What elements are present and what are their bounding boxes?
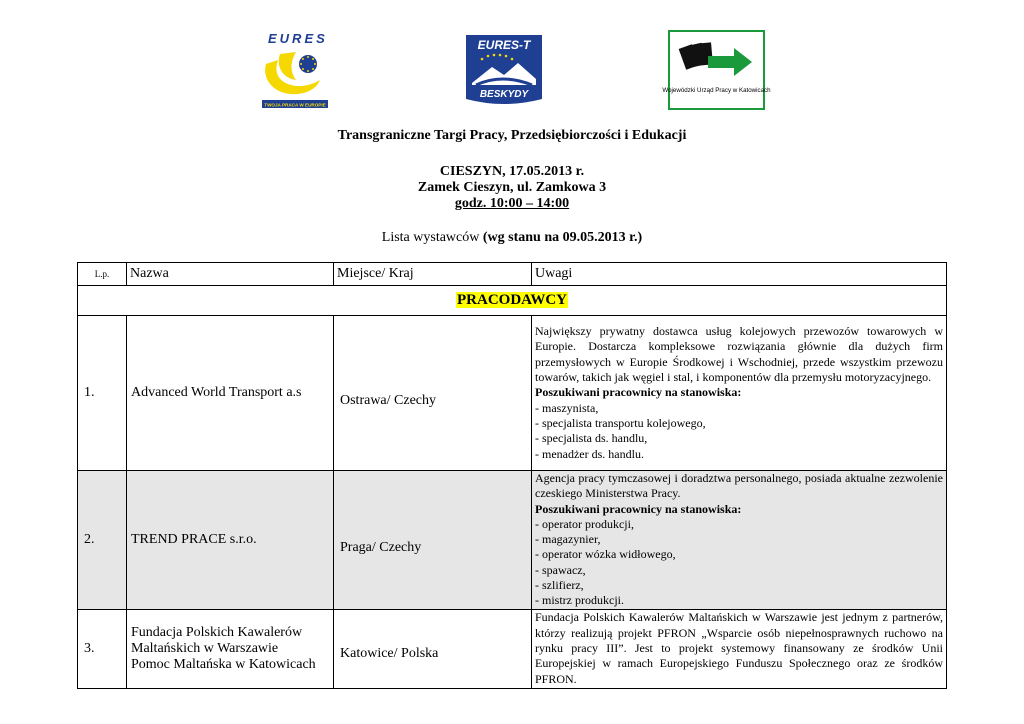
jobs-heading: Poszukiwani pracownicy na stanowiska: [535, 385, 742, 400]
exhibitor-place: Praga/ Czechy [334, 471, 532, 610]
job-item: - operator wózka widłowego, [535, 547, 676, 562]
row-number: 2. [78, 471, 127, 610]
event-hours [0, 196, 1024, 212]
job-item: - operator produkcji, [535, 516, 634, 531]
list-caption [0, 230, 1024, 246]
job-item: - specjalista ds. handlu, [535, 431, 648, 446]
job-item: - maszynista, [535, 400, 599, 415]
list-label: Lista wystawców [381, 230, 480, 245]
exhibitor-description: Agencja pracy tymczasowej i doradztwa personalnego, posiada aktualne zezwolenie czeskiego Ministerstwa Pracy. [535, 471, 943, 501]
exhibitor-notes [532, 316, 947, 471]
section-title: PRACODAWCY [457, 292, 567, 308]
table-row [78, 609, 947, 688]
eures-t-beskydy-logo [462, 33, 546, 107]
table-header-row [78, 263, 947, 286]
job-item: - mistrz produkcji. [535, 593, 624, 608]
column-header-name: Nazwa [127, 263, 334, 286]
job-item: - magazynier, [535, 532, 601, 547]
exhibitor-name: TREND PRACE s.r.o. [127, 471, 334, 610]
wup-katowice-logo [662, 30, 771, 110]
exhibitor-place: Ostrawa/ Czechy [334, 316, 532, 471]
jobs-heading: Poszukiwani pracownicy na stanowiska: [535, 501, 742, 516]
list-status: (wg stanu na 09.05.2013 r.) [482, 230, 643, 245]
row-number: 3. [78, 609, 127, 688]
eures-t-logo-text: EURES-T [477, 38, 531, 52]
exhibitor-notes [532, 609, 947, 688]
table-row [78, 471, 947, 610]
column-header-place: Miejsce/ Kraj [334, 263, 532, 286]
eures-logo-tagline: TWOJA PRACA W EUROPIE [264, 102, 326, 108]
column-header-notes: Uwagi [532, 263, 947, 286]
row-number: 1. [78, 316, 127, 471]
exhibitor-notes [532, 471, 947, 610]
eures-logo [260, 30, 330, 110]
exhibitor-name-line: Pomoc Maltańska w Katowicach [131, 656, 316, 672]
exhibitor-name-line: Maltańskich w Warszawie [131, 640, 279, 656]
wup-logo-text: Wojewódzki Urząd Pracy w Katowicach [662, 87, 771, 94]
job-item: - menadżer ds. handlu. [535, 446, 644, 461]
exhibitor-name: Advanced World Transport a.s [127, 316, 334, 471]
exhibitor-place: Katowice/ Polska [334, 609, 532, 688]
eures-logo-text: EURES [268, 31, 328, 46]
eures-t-logo-sub: BESKYDY [479, 89, 529, 100]
job-item: - spawacz, [535, 562, 586, 577]
exhibitor-description: Największy prywatny dostawca usług kolejowych przewozów towarowych w Europie. Dostarcza kompleksowe rozwiązania głównie dla dużych firm przemysłowych w Europie Środkowej i Wschodniej, przede wszystkim przewozu towarów, takich jak węgiel i stal, i komponentów dla przemysłu motoryzacyjnego. [535, 324, 943, 385]
exhibitor-description: Fundacja Polskich Kawalerów Maltańskich w Warszawie jest jednym z partnerów, którzy realizują projekt PFRON „Wsparcie osób niepełnosprawnych ruchowo na rynku pracy III”. Jest to projekt systemowy finansowany ze środków Unii Europejskiej w ramach Europejskiego Funduszu Społecznego oraz ze środków PFRON. [535, 610, 943, 686]
column-header-lp: L.p. [78, 263, 127, 286]
job-item: - szlifierz, [535, 578, 584, 593]
event-title: Transgraniczne Targi Pracy, Przedsiębiorczości i Edukacji [337, 128, 687, 143]
table-row [78, 316, 947, 471]
job-item: - specjalista transportu kolejowego, [535, 415, 706, 430]
section-row [78, 286, 947, 316]
exhibitors-table [77, 262, 947, 689]
event-venue: Zamek Cieszyn, ul. Zamkowa 3 [417, 180, 607, 195]
event-hours-text: godz. 10:00 – 14:00 [454, 196, 570, 211]
exhibitor-name-line: Fundacja Polskich Kawalerów [131, 624, 303, 640]
exhibitor-name [127, 609, 334, 688]
event-city-date: CIESZYN, 17.05.2013 r. [439, 164, 585, 179]
